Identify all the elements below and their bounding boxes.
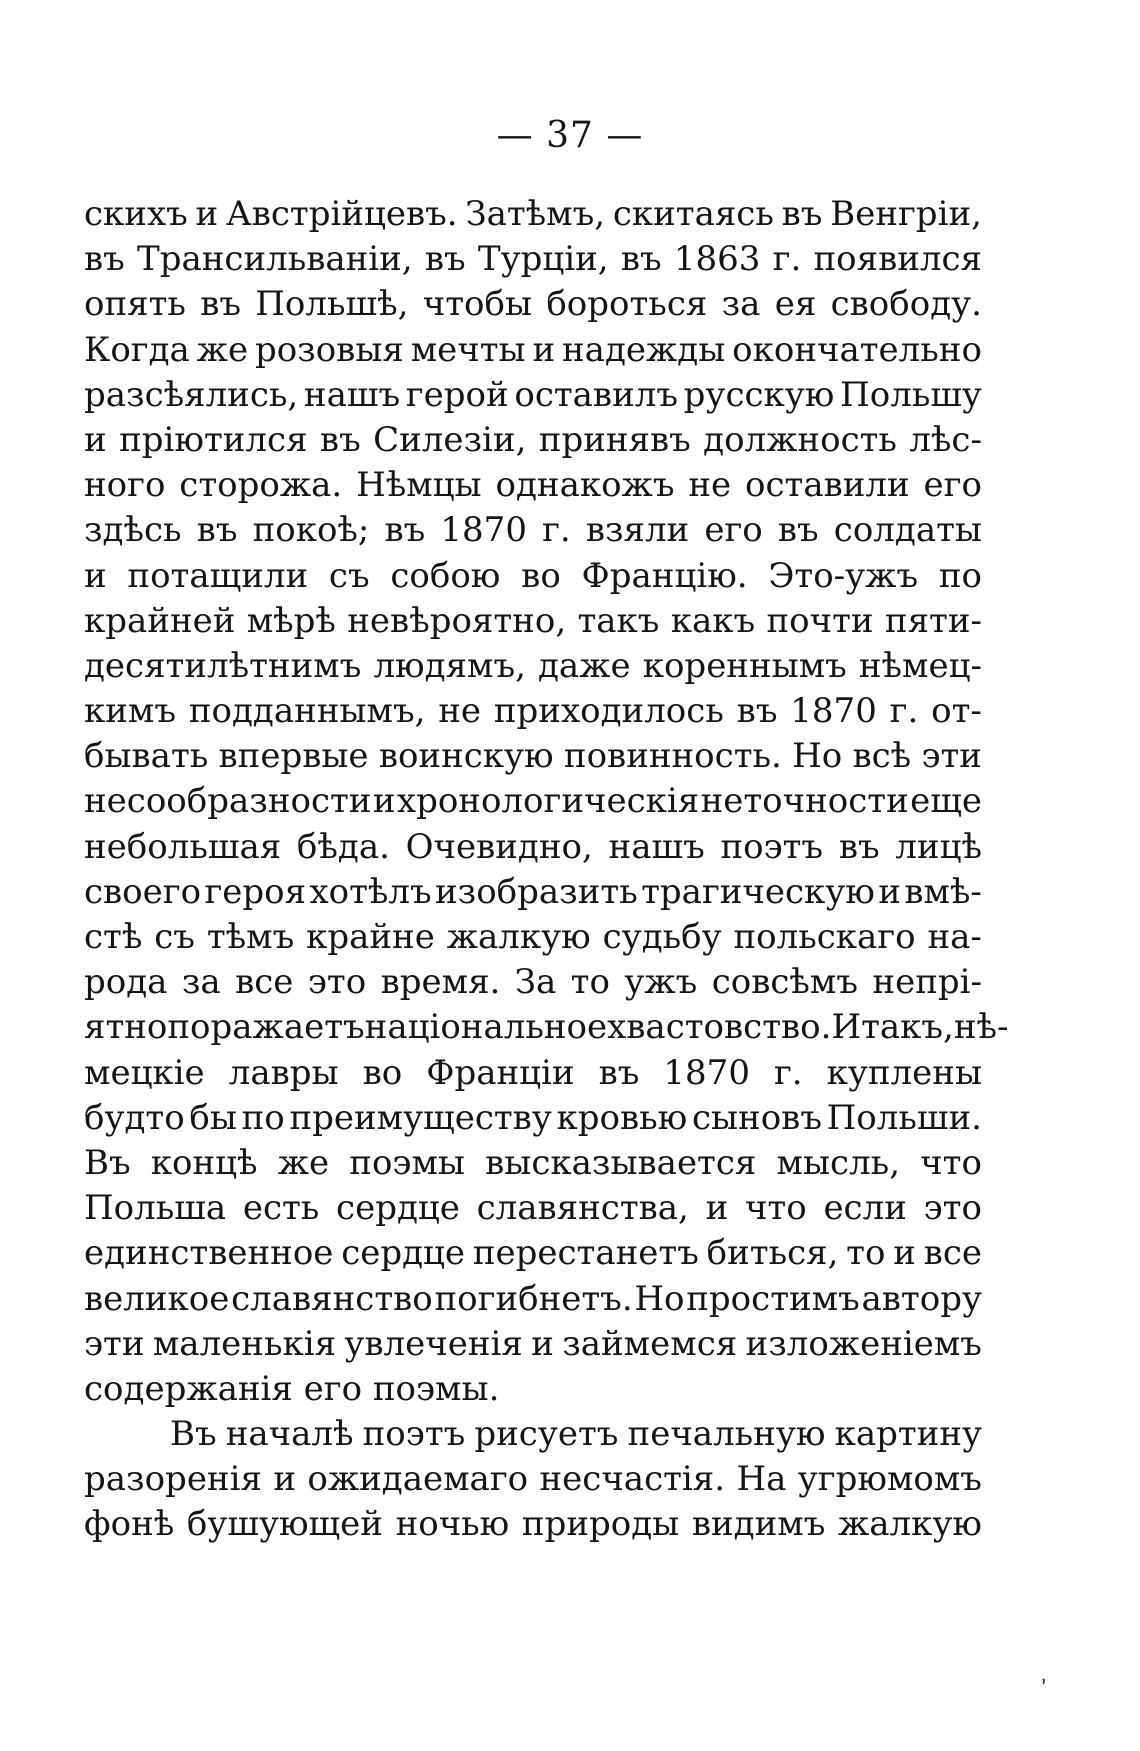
word: трагическую	[641, 871, 875, 912]
word: все	[923, 1233, 982, 1274]
word: по	[241, 1097, 285, 1138]
word: и	[531, 1323, 554, 1364]
word: простимъ	[686, 1278, 860, 1319]
word: сердце	[336, 1188, 460, 1229]
text-line	[84, 734, 982, 779]
word: бороться	[546, 284, 708, 325]
word: мецкіе	[84, 1052, 205, 1093]
text-line	[84, 1457, 982, 1502]
word: ночью	[395, 1504, 510, 1545]
word: природы	[521, 1504, 680, 1545]
word: въ	[736, 691, 778, 732]
word: Но	[634, 1278, 685, 1319]
word: г.	[542, 510, 571, 551]
word: воинскую	[378, 736, 554, 777]
word: Итакъ,	[831, 1007, 954, 1048]
word: Но	[792, 736, 843, 777]
word: надежды	[562, 329, 726, 370]
word: куплены	[826, 1052, 982, 1093]
word: ея	[774, 284, 817, 325]
word: бѣда.	[296, 826, 390, 867]
word: На	[736, 1459, 787, 1500]
word: же	[277, 1142, 330, 1183]
text-line	[84, 644, 982, 689]
word: поражаетъ	[167, 1007, 365, 1048]
word: скитаясь	[612, 194, 774, 234]
word: жалкую	[446, 917, 591, 957]
word: почти	[766, 600, 874, 641]
word: концѣ	[150, 1142, 258, 1183]
word: опять	[84, 284, 186, 325]
text-line	[84, 1322, 982, 1367]
word: увлеченія	[344, 1323, 523, 1364]
word: маленькія	[152, 1323, 337, 1364]
text-line	[84, 418, 982, 463]
word: видимъ	[691, 1504, 826, 1545]
word: хвастовство.	[607, 1007, 832, 1048]
word: г.	[889, 691, 919, 732]
word: жалкую	[837, 1504, 982, 1545]
corner-scan-mark: ʼ	[1037, 1675, 1054, 1702]
word: въ	[781, 194, 823, 234]
text-line	[84, 237, 982, 282]
word: подданнымъ,	[188, 691, 426, 732]
word: принявъ	[538, 419, 691, 460]
word: своего	[84, 871, 202, 912]
word: Въ	[84, 1142, 131, 1183]
word: эти	[84, 1323, 145, 1364]
word: въ	[838, 826, 880, 867]
word: 1870	[440, 510, 527, 551]
text-line	[84, 1186, 982, 1231]
word: Франціи	[426, 1052, 575, 1093]
word: г.	[772, 239, 802, 280]
word: несчастія.	[539, 1459, 726, 1500]
text-line	[84, 960, 982, 1005]
word: высказывается	[485, 1142, 757, 1183]
word: Францію.	[581, 555, 748, 596]
word: крайне	[306, 917, 435, 957]
text-line	[84, 1141, 982, 1186]
word: изобразить	[435, 871, 638, 912]
word: не	[688, 465, 732, 506]
paragraph-1	[84, 192, 1009, 1412]
word: сыновъ	[691, 1097, 822, 1138]
word: Польши.	[826, 1097, 982, 1138]
word: въ	[319, 419, 361, 460]
word: однакожъ	[495, 465, 675, 506]
word: въ	[200, 284, 241, 325]
word: ятно	[84, 1007, 168, 1048]
word: кореннымъ	[642, 645, 847, 686]
word: ужъ	[624, 962, 698, 1003]
word: угрюмомъ	[797, 1459, 982, 1500]
text-line	[84, 1096, 982, 1141]
word: разоренія	[84, 1459, 262, 1500]
word: это	[307, 962, 367, 1003]
text-line	[84, 1231, 982, 1276]
word: автору	[861, 1278, 982, 1319]
text-line	[84, 1051, 982, 1096]
word: лѣс-	[909, 419, 982, 460]
word: неточности	[700, 781, 909, 822]
word: національное	[364, 1007, 608, 1048]
word: сердце	[341, 1233, 466, 1274]
text-line	[84, 192, 982, 237]
word: оставили	[745, 465, 910, 506]
word: повинность.	[563, 736, 782, 777]
word: несообразности	[84, 781, 372, 822]
word: даже	[538, 645, 631, 686]
word: и	[84, 555, 107, 596]
word: кимъ	[84, 691, 176, 732]
word: за	[181, 962, 221, 1003]
word: потащили	[127, 555, 309, 596]
word: Когда	[84, 329, 190, 370]
text-line	[84, 282, 982, 327]
word: и	[195, 194, 219, 234]
word: и	[273, 1459, 296, 1500]
word: во	[521, 555, 561, 596]
word: погибнетъ.	[434, 1278, 633, 1319]
text-line	[84, 1005, 1009, 1050]
word: во	[362, 1052, 403, 1093]
word: окончательно	[732, 329, 982, 370]
word: пяти-	[884, 600, 982, 641]
word: рода	[84, 962, 168, 1003]
word: его	[704, 510, 763, 551]
word: Въ	[170, 1414, 217, 1455]
word: Турціи,	[477, 239, 609, 280]
word: его	[923, 465, 982, 506]
word: поэтъ	[362, 1414, 466, 1455]
text-line	[84, 373, 982, 418]
word: единственное	[84, 1233, 334, 1274]
word: печальную	[627, 1414, 826, 1455]
word: не	[438, 691, 482, 732]
word: хронологическія	[396, 781, 700, 822]
word: биться,	[706, 1233, 839, 1274]
word: всѣ	[852, 736, 912, 777]
word: преимуществу	[289, 1097, 552, 1138]
text-line	[84, 1277, 982, 1322]
word: здѣсь	[84, 510, 182, 551]
word: невѣроятно,	[347, 600, 567, 641]
word: и	[84, 419, 107, 460]
word: покоѣ;	[252, 510, 370, 551]
word: ного	[84, 465, 166, 506]
word: польскаго	[733, 917, 916, 957]
word: бывать	[84, 736, 209, 777]
word: это	[923, 1188, 982, 1229]
word: Очевидно,	[405, 826, 593, 867]
word: въ	[620, 239, 662, 280]
text-line	[84, 689, 982, 734]
body-text	[84, 192, 1009, 1548]
text-line	[84, 554, 982, 599]
word: мѣрѣ	[246, 600, 336, 641]
text-line	[84, 915, 982, 960]
text-line-indented	[84, 1412, 982, 1457]
word: что	[920, 1142, 982, 1183]
word: нашъ	[608, 826, 705, 867]
page-number: — 37 —	[496, 115, 644, 156]
word: есть	[242, 1188, 320, 1229]
word: небольшая	[84, 826, 282, 867]
word: съ	[328, 555, 370, 596]
word: крайней	[84, 600, 236, 641]
word: Польшу	[840, 374, 982, 415]
word: все	[235, 962, 294, 1003]
word: стѣ	[84, 917, 143, 957]
word: и	[893, 1233, 916, 1274]
word: Это-ужъ	[768, 555, 919, 596]
word: еще	[910, 781, 982, 822]
word: и	[372, 781, 396, 822]
text-line	[84, 328, 982, 373]
word: въ	[384, 510, 426, 551]
word: въ	[598, 1052, 640, 1093]
word: какъ	[670, 600, 756, 641]
word: кровью	[556, 1097, 688, 1138]
word: эти	[921, 736, 982, 777]
word: ожидаемаго	[307, 1459, 529, 1500]
word: то	[570, 962, 610, 1003]
word: чтобы	[422, 284, 533, 325]
text-line	[84, 1502, 982, 1547]
word: оставилъ	[514, 374, 678, 415]
word: от-	[931, 691, 982, 732]
word: поэтъ	[720, 826, 824, 867]
word: десятилѣтнимъ	[84, 645, 362, 686]
word: Трансильваніи,	[137, 239, 413, 280]
word: такъ	[577, 600, 660, 641]
word: съ	[154, 917, 195, 957]
word: же	[196, 329, 249, 370]
word: героя	[204, 871, 307, 912]
word: Польша	[84, 1188, 227, 1229]
word: тѣмъ	[206, 917, 295, 957]
word: русскую	[683, 374, 835, 415]
word: мечты	[410, 329, 526, 370]
word: займемся	[562, 1323, 738, 1364]
word: нѣмец-	[858, 645, 982, 686]
word: мысль,	[776, 1142, 900, 1183]
word: герой	[405, 374, 509, 415]
word: За	[514, 962, 557, 1003]
word: разсѣялись,	[84, 374, 299, 415]
word: славянства,	[476, 1188, 689, 1229]
word: поэмы	[349, 1142, 465, 1183]
word: время.	[380, 962, 501, 1003]
word: лавры	[228, 1052, 339, 1093]
word: въ	[196, 510, 238, 551]
word: нѣ-	[953, 1007, 1009, 1048]
word: за	[721, 284, 761, 325]
word: 1870	[663, 1052, 750, 1093]
word: вмѣ-	[904, 871, 982, 912]
word: по	[938, 555, 982, 596]
word: перестанетъ	[472, 1233, 699, 1274]
text-line	[84, 599, 982, 644]
text-line-paragraph-end: содержанія его поэмы.	[84, 1368, 500, 1409]
word: собою	[390, 555, 501, 596]
word: пріютился	[119, 419, 308, 460]
word: Польшѣ,	[255, 284, 409, 325]
word: должность	[703, 419, 897, 460]
word: и	[532, 329, 556, 370]
word: въ	[424, 239, 466, 280]
word: и	[878, 871, 901, 912]
text-line	[84, 870, 982, 915]
word: совсѣмъ	[711, 962, 858, 1003]
word: судьбу	[602, 917, 722, 957]
text-line	[84, 463, 982, 508]
word: что	[744, 1188, 807, 1229]
word: сторожа.	[179, 465, 343, 506]
word: славянство	[231, 1278, 433, 1319]
word: Нѣмцы	[356, 465, 482, 506]
word: Затѣмъ,	[465, 194, 606, 234]
word: людямъ,	[373, 645, 526, 686]
word: если	[823, 1188, 907, 1229]
word: бы	[189, 1097, 237, 1138]
word: картину	[834, 1414, 982, 1455]
word: будто	[84, 1097, 185, 1138]
word: солдаты	[833, 510, 982, 551]
word: лицѣ	[895, 826, 982, 867]
word: непрі-	[872, 962, 982, 1003]
word: появился	[813, 239, 982, 280]
word: г.	[773, 1052, 803, 1093]
word: великое	[84, 1278, 230, 1319]
word: началѣ	[225, 1414, 354, 1455]
word: Силезіи,	[373, 419, 527, 460]
word: свободу.	[830, 284, 982, 325]
word: и	[705, 1188, 729, 1229]
word: изложеніемъ	[745, 1323, 982, 1364]
word: на-	[927, 917, 982, 957]
text-line	[84, 508, 982, 553]
word: взяли	[585, 510, 690, 551]
word: впервые	[218, 736, 369, 777]
word: хотѣлъ	[309, 871, 432, 912]
word: фонѣ	[84, 1504, 175, 1545]
word: нашъ	[303, 374, 401, 415]
word: 1863	[673, 239, 761, 280]
word: 1870	[790, 691, 877, 732]
word: розовыя	[254, 329, 404, 370]
word: бушующей	[186, 1504, 383, 1545]
word: Венгріи,	[830, 194, 982, 234]
word: въ	[84, 239, 125, 280]
text-line	[84, 825, 982, 870]
word: рисуетъ	[474, 1414, 619, 1455]
paragraph-2	[84, 1412, 982, 1548]
text-line	[84, 779, 982, 824]
word: то	[846, 1233, 886, 1274]
word: въ	[777, 510, 819, 551]
word: скихъ	[84, 194, 188, 234]
word: Австрійцевъ.	[226, 194, 458, 234]
word: приходилось	[493, 691, 724, 732]
